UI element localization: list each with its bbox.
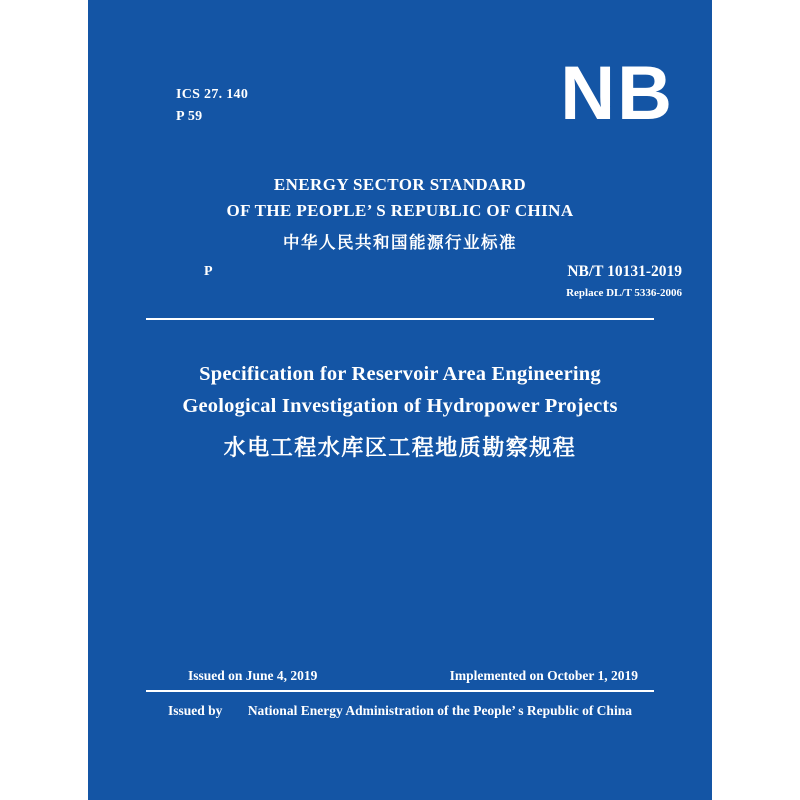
p-classification-mark: P: [204, 264, 213, 279]
standard-number: NB/T 10131-2019: [567, 263, 682, 280]
divider-top: [146, 318, 654, 320]
standard-header-line2: OF THE PEOPLE’ S REPUBLIC OF CHINA: [226, 201, 574, 220]
implemented-date: Implemented on October 1, 2019: [449, 668, 638, 683]
document-title: [88, 358, 712, 468]
date-row: [146, 668, 654, 690]
standard-header-chinese: 中华人民共和国能源行业标准: [283, 233, 517, 252]
replace-note: Replace DL/T 5336-2006: [566, 287, 682, 299]
standard-header-line1: ENERGY SECTOR STANDARD: [273, 175, 527, 194]
issuer-name: National Energy Administration of the People’ s Republic of China: [247, 703, 632, 718]
nb-logo: NB: [560, 51, 674, 136]
issued-date: Issued on June 4, 2019: [188, 668, 318, 683]
title-chinese: 水电工程水库区工程地质勘察规程: [223, 435, 577, 460]
standard-code-row: [88, 262, 712, 306]
issuer-row: [88, 700, 712, 722]
divider-bottom: [146, 690, 654, 692]
standard-header: [88, 172, 712, 258]
ics-block: [176, 84, 248, 128]
classification-code: P 59: [176, 109, 203, 124]
standard-cover: [88, 0, 712, 800]
title-english-line2: Geological Investigation of Hydropower Projects: [182, 395, 618, 417]
issued-by-label: Issued by: [168, 703, 223, 718]
title-english-line1: Specification for Reservoir Area Engineering: [199, 363, 601, 385]
ics-code: ICS 27. 140: [176, 87, 249, 102]
